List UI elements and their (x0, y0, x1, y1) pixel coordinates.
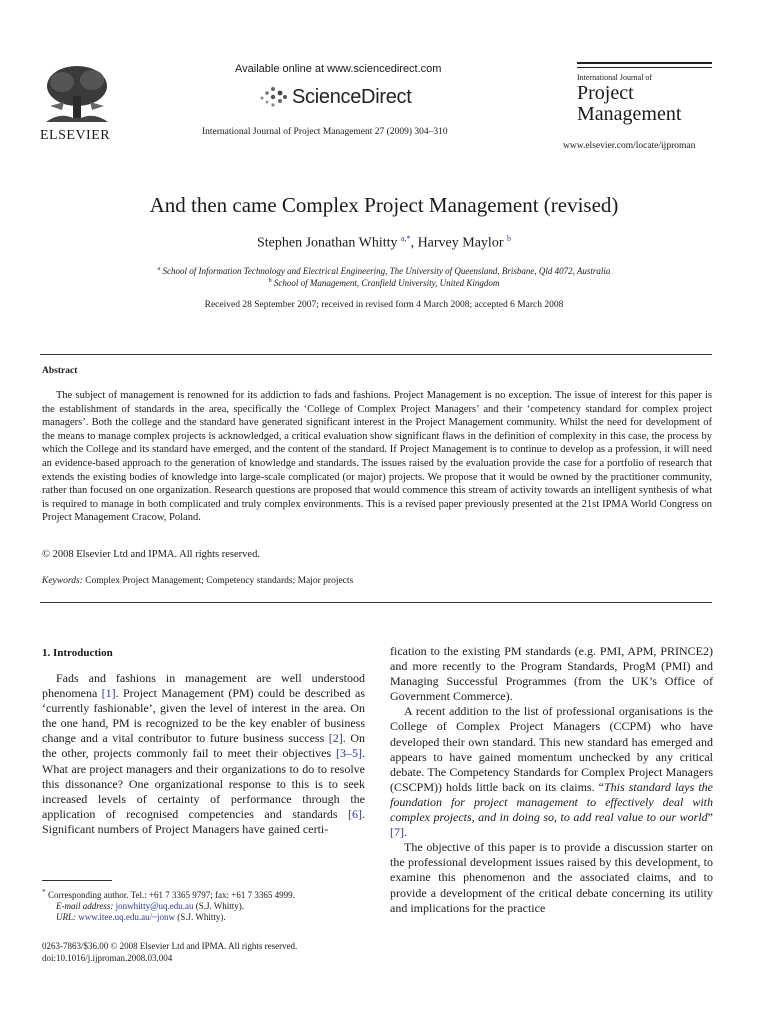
citation-link[interactable]: [1] (101, 686, 116, 701)
page-footer (42, 940, 297, 964)
masthead-title-line1: Project (577, 82, 634, 104)
abstract-heading: Abstract (42, 366, 78, 376)
email-label: E-mail address: (56, 901, 114, 911)
citation-link[interactable]: [3–5] (336, 746, 362, 761)
received-dates: Received 28 September 2007; received in revised form 4 March 2008; accepted 6 March 2008 (204, 300, 564, 310)
affiliation-text: School of Information Technology and Electrical Engineering, The University of Queensland, Brisbane, Qld 4072, Australia (160, 266, 611, 276)
affiliation-mark: a (157, 266, 161, 272)
publisher-name: ELSEVIER (40, 128, 111, 143)
issn-line: 0263-7863/$36.00 © 2008 Elsevier Ltd and IPMA. All rights reserved. (42, 941, 298, 951)
masthead-title (577, 83, 712, 125)
email-link[interactable]: jonwhitty@uq.edu.au (115, 901, 194, 911)
paragraph: The objective of this paper is to provide a discussion starter on the professional development issues raised by this development, to examine this phenomenon and the associated claims, and to provide a development of the critical debate concerning its utility and implications for the practice (390, 840, 713, 915)
author-list (0, 234, 768, 252)
text: A recent addition to the list of professional organisations is the College of Complex Project Managers (CCPM) who have developed their own standard. This new standard has emerged and appears to have gained momentum unchecked by any critical debate. The Competency Standards for Complex Project Managers (CSCPM)) holds little back on its claims. “ (390, 704, 713, 794)
text: ” (707, 810, 713, 825)
citation-link[interactable]: [2] (328, 731, 343, 746)
text: . What are project managers and their organizations to do to resolve this dissonance? One organizational response to this is to seek increased levels of certainty of performance through the application of recognised competencies and standards (42, 746, 365, 821)
masthead-rule (577, 67, 712, 69)
author-affiliation-mark[interactable]: a,* (401, 234, 411, 243)
article-title: And then came Complex Project Management (revised) (149, 193, 619, 217)
footnote-text: Corresponding author. Tel.: +61 7 3365 9797; fax: +61 7 3365 4999. (45, 890, 295, 900)
divider (40, 602, 712, 603)
doi-line[interactable]: doi:10.1016/j.ijproman.2008.03.004 (42, 953, 173, 963)
footnote-mark: * (42, 887, 46, 896)
keywords-list: Complex Project Management; Competency standards; Major projects (82, 576, 354, 586)
masthead-subtitle: International Journal of (577, 73, 653, 82)
url-link[interactable]: www.itee.uq.edu.au/~jonw (78, 912, 176, 922)
journal-url-link[interactable]: www.elsevier.com/locate/ijproman (563, 141, 696, 151)
affiliation-text: School of Management, Cranfield University, United Kingdom (271, 278, 500, 288)
text: . (404, 825, 407, 840)
footnote-text: (S.J. Whitty). (175, 912, 226, 922)
journal-reference: International Journal of Project Management 27 (2009) 304–310 (202, 127, 448, 137)
footnote-line (42, 912, 372, 923)
text: . Project Management (PM) could be described as ‘currently fashionable’, given the level of interest in the area. On the one hand, PM is recognized to be the key enabler of business change and a vital contributor to future business success (42, 686, 365, 746)
abstract-copyright: © 2008 Elsevier Ltd and IPMA. All rights reserved. (42, 549, 260, 560)
citation-link[interactable]: [6] (348, 806, 362, 821)
elsevier-tree-logo (40, 62, 114, 128)
section-heading: 1. Introduction (42, 647, 113, 659)
text: . On the other, projects commonly fail to meet their objectives (42, 731, 365, 761)
divider (40, 354, 712, 355)
affiliation-b (0, 278, 768, 288)
masthead-rule (577, 62, 712, 64)
text: Fads and fashions in management are well understood phenomena (42, 671, 365, 701)
text: . Significant numbers of Project Managers have gained certi- (42, 806, 365, 836)
footnote (42, 886, 372, 923)
available-online: Available online at www.sciencedirect.com (235, 63, 442, 75)
affiliation-mark: b (268, 278, 272, 284)
author-name: Stephen Jonathan Whitty (257, 235, 398, 251)
keywords (42, 576, 353, 586)
abstract-body: The subject of management is renowned for its addiction to fads and fashions. Project Management is no exception. The issue of interest for this paper is the establishment of standards in the area, specifically the ‘College of Complex Project Managers’ and their ‘competency standard for complex project managers’. Both the college and the standard have generated significant interest in the Project Management community. Whilst the need for development of the means to manage complex projects is acknowledged, a critical evaluation show significant flaws in the definition of complexity in this case, the process by which the College and its standard have emerged, and the content of the standard. If Project Management is to continue to develop as a profession, it will need an evidence-based approach to the generation of knowledge and standards. The issues raised by the evaluation provide the case for a portfolio of research that extends the existing bodies of knowledge into large-scale complicated (or major) projects. We propose that it would be owned by the practitioner community, rather than focused on one organization. Research questions are proposed that would commence this stream of activity towards an intelligent synthesis of what is required to manage in both complicated and truly complex environments. This is a revised paper previously presented at the 21st IPMA World Congress on Project Management Cracow, Poland. (42, 390, 712, 524)
footnote-line (42, 901, 372, 912)
author-name: Harvey Maylor (417, 235, 504, 251)
footnote-text: (S.J. Whitty). (193, 901, 245, 911)
author-separator: , (410, 235, 418, 251)
quote: This standard lays the foundation for project management to effectively deal with complex projects, and in doing so, to add real value to our world (390, 779, 713, 825)
journal-masthead (577, 62, 712, 125)
paragraph: fication to the existing PM standards (e.g. PMI, APM, PRINCE2) and more recently to the Program Standards, ProgM (PMI) and Managing Successful Programmes (from the UK’s Office of Government Commerce). (390, 644, 713, 704)
right-column (390, 644, 713, 916)
author-affiliation-mark[interactable]: b (506, 234, 511, 243)
sciencedirect-wordmark: ScienceDirect (292, 86, 412, 108)
url-label: URL: (56, 912, 76, 922)
masthead-title-line2: Management (577, 103, 682, 125)
footnote-rule (42, 880, 112, 881)
footnote-line (42, 886, 372, 901)
sciencedirect-dots-logo (258, 84, 288, 108)
affiliation-a (0, 266, 768, 276)
left-column (42, 671, 365, 837)
paragraph (390, 704, 713, 840)
paragraph (42, 671, 365, 837)
citation-link[interactable]: [7] (390, 825, 404, 840)
keywords-label: Keywords: (42, 576, 83, 586)
